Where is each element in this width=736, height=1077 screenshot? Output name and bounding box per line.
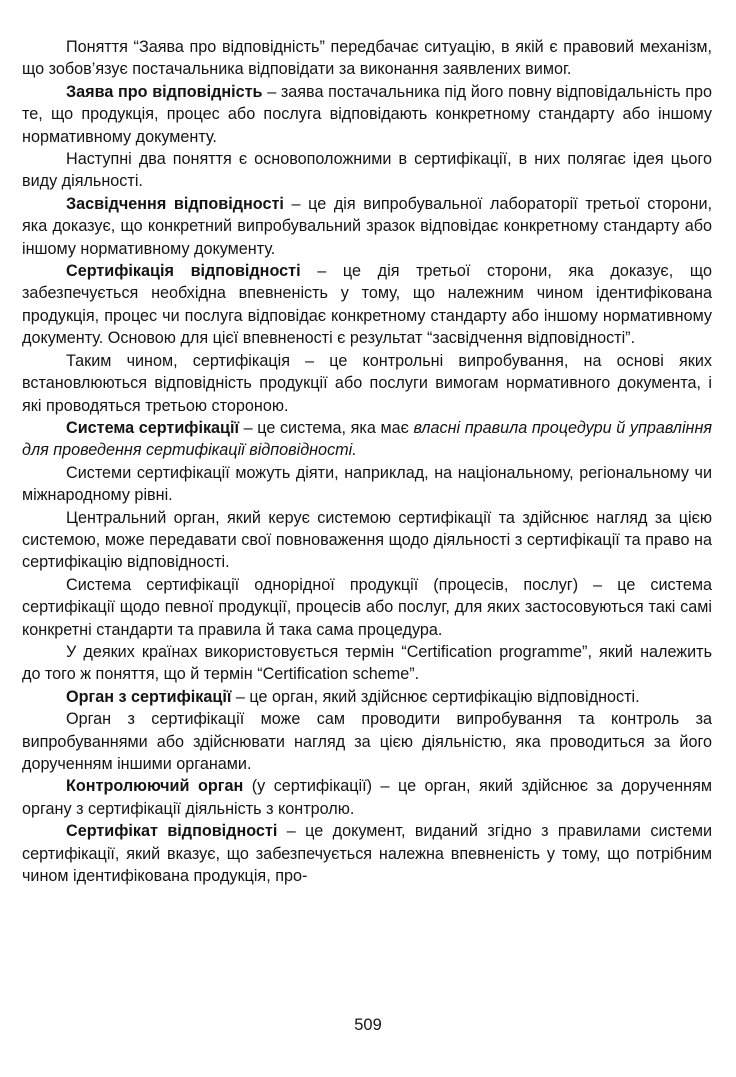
term: Сертифікат відповідності — [66, 822, 278, 841]
paragraph — [22, 775, 712, 820]
paragraph — [22, 462, 712, 507]
paragraph — [22, 417, 712, 462]
text-run: Центральний орган, який керує системою сертифікації та здійснює нагляд за цією системою, може передавати свої повноваження щодо діяльності з сертифікації та право на сертифікацію відповідності. — [22, 508, 712, 572]
text-run: Наступні два поняття є основоположними в сертифікації, в них полягає ідея цього виду діяльності. — [22, 150, 712, 191]
text-run: – це дія третьої сторони, яка доказує, що забезпечується необхідна впевненість у тому, що належним чином ідентифікована продукція, процес чи послуга відповідає конкретному стандарту або іншому нормативному документу. Основою для цієї впевненості є результат “засвідчення відповідності”. — [22, 262, 712, 348]
text-run: – це документ, виданий згідно з правилами системи сертифікації, який вказує, що забезпечується належна впевненість у тому, що потрібним чином ідентифікована продукція, про- — [22, 822, 712, 886]
paragraph — [22, 820, 712, 887]
paragraph — [22, 81, 712, 148]
paragraph — [22, 193, 712, 260]
text-run: Поняття “Заява про відповідність” передбачає ситуацію, в якій є правовий механізм, що зобов’язує постачальника відповідати за виконання заявлених вимог. — [22, 38, 712, 79]
emphasis: процедури й управління для проведення сертифікації відповідності. — [22, 418, 712, 460]
term: Заява про відповідність — [66, 82, 263, 101]
text-run: – це дія випробувальної лабораторії третьої сторони, яка доказує, що конкретний випробувальний зразок відповідає конкретному стандарту або іншому нормативному документу. — [22, 194, 713, 258]
paragraph — [22, 148, 712, 193]
text-run: Таким чином, сертифікація – це контрольні випробування, на основі яких встановлюються відповідність продукції або послуги вимогам нормативного документа, і які проводяться третьою стороною. — [22, 351, 712, 415]
page-number: 509 — [354, 1016, 382, 1034]
paragraph — [22, 708, 712, 775]
text-run: – це орган, який здійснює сертифікацію відповідності. — [231, 687, 640, 706]
text-run: (у сертифікації) – це орган, який здійснює за дорученням органу з сертифікації діяльність з контролю. — [22, 777, 712, 818]
term: Орган з сертифікації — [66, 687, 232, 706]
text-run: Системи сертифікації можуть діяти, наприклад, на національному, регіональному чи міжнародному рівні. — [22, 463, 712, 505]
text-run: – це система, яка має — [239, 418, 414, 437]
paragraph — [22, 260, 712, 350]
paragraph — [22, 350, 712, 417]
paragraph — [22, 507, 712, 574]
term: Сертифікація відповідності — [66, 262, 301, 281]
paragraph — [22, 686, 712, 708]
term: Система сертифікації — [66, 418, 240, 437]
paragraph — [22, 36, 712, 81]
term: Засвідчення відповідності — [66, 194, 284, 213]
term: Контролюючий орган — [66, 777, 244, 796]
paragraph — [22, 641, 712, 686]
text-run: – заява постачальника під його повну відповідальність про те, що продукція, процес або послуга відповідають конкретному стандарту або іншому нормативному документу. — [22, 82, 712, 146]
paragraph — [22, 574, 712, 641]
text-run: Орган з сертифікації може сам проводити випробування та контроль за випробуваннями або здійснювати нагляд за цією діяльністю, яка проводиться за його дорученням іншими органами. — [22, 710, 712, 773]
emphasis: власні правила — [413, 418, 528, 437]
page-body — [22, 36, 712, 887]
text-run: Система сертифікації однорідної продукції (процесів, послуг) – це система сертифікації щодо певної продукції, процесів або послуг, для яких застосовуються такі самі конкретні стандарти та правила й така сама процедура. — [22, 575, 712, 639]
text-run: У деяких країнах використовується термін “Certification programme”, який належить до того ж поняття, що й термін “Certification scheme”. — [22, 642, 712, 684]
